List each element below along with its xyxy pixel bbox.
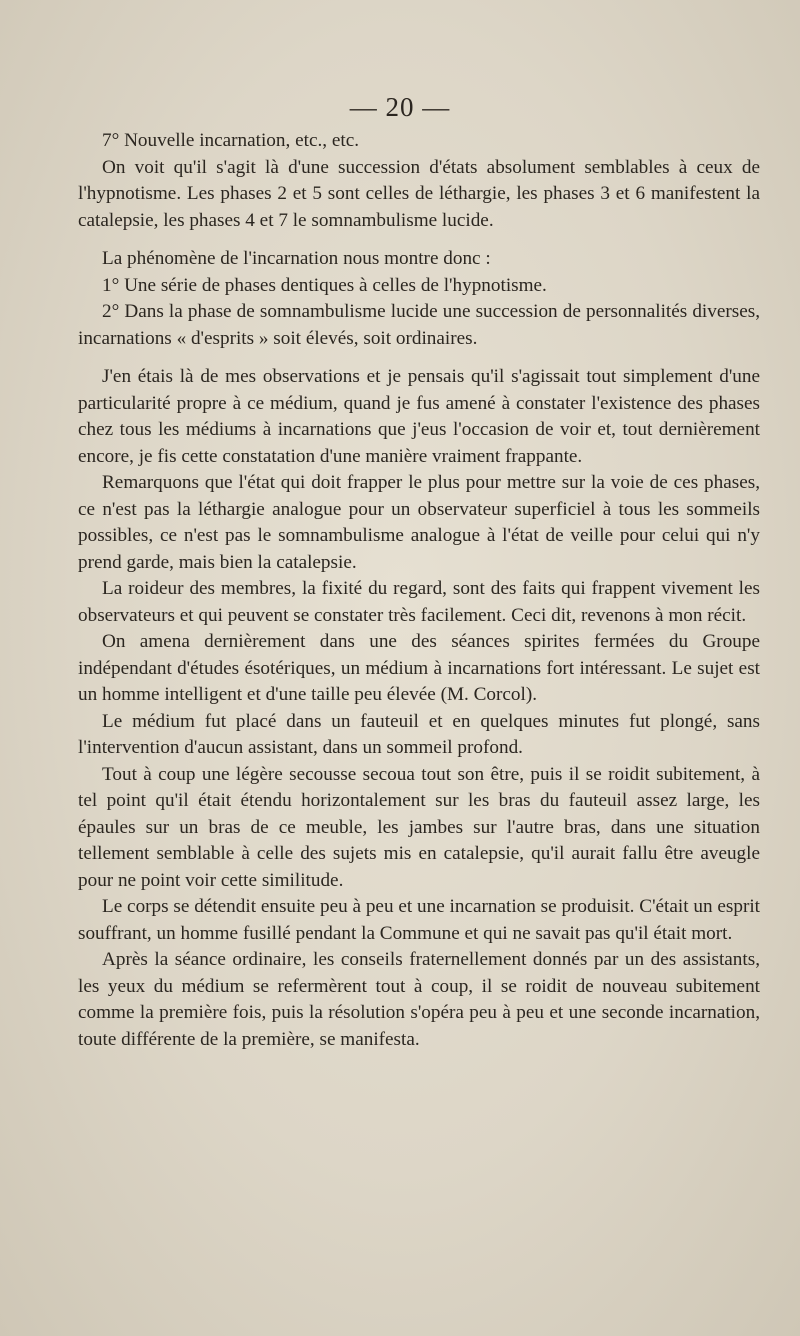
page-body <box>78 128 760 1053</box>
paragraph: On amena dernièrement dans une des séances spirites fermées du Groupe indépendant d'études ésotériques, un médium à incarnations fort intéressant. Le sujet est un homme intelligent et d'une taille peu élevée (M. Corcol). <box>78 631 760 705</box>
paragraph: Tout à coup une légère secousse secoua tout son être, puis il se roidit subitement, à tel point qu'il était étendu horizontalement sur les bras du fauteuil assez large, les épaules sur un bras de ce meuble, les jambes sur l'autre bras, dans une situation tellement semblable à celle des sujets mis en catalepsie, qu'il aurait fallu être aveugle pour ne point voir cette similitude. <box>78 763 760 891</box>
paragraph: 2° Dans la phase de somnambulisme lucide une succession de personnalités diverses, incarnations « d'esprits » soit élevés, soit ordinaires. <box>78 301 760 349</box>
paragraph: Le médium fut placé dans un fauteuil et en quelques minutes fut plongé, sans l'intervention d'aucun assistant, dans un sommeil profond. <box>78 710 760 758</box>
paragraph: La phénomène de l'incarnation nous montre donc : <box>102 248 491 269</box>
paragraph: J'en étais là de mes observations et je pensais qu'il s'agissait tout simplement d'une particularité propre à ce médium, quand je fus amené à constater l'existence des phases chez tous les médiums à incarnations que j'eus l'occasion de voir et, tout dernièrement encore, je fis cette constatation d'une manière vraiment frappante. <box>78 366 760 467</box>
paragraph: Le corps se détendit ensuite peu à peu et une incarnation se produisit. C'était un esprit souffrant, un homme fusillé pendant la Commune et qui ne savait pas qu'il était mort. <box>78 896 760 944</box>
page-number: — 20 — <box>349 92 451 122</box>
paragraph: Après la séance ordinaire, les conseils fraternellement donnés par un des assistants, les yeux du médium se refermèrent tout à coup, il se roidit de nouveau subitement comme la première fois, puis la résolution s'opéra peu à peu et une seconde incarnation, toute différente de la première, se manifesta. <box>78 949 760 1050</box>
paragraph: 7° Nouvelle incarnation, etc., etc. <box>102 130 360 151</box>
paragraph: 1° Une série de phases dentiques à celles de l'hypnotisme. <box>102 274 547 296</box>
paragraph: La roideur des membres, la fixité du regard, sont des faits qui frappent vivement les observateurs et qui peuvent se constater très facilement. Ceci dit, revenons à mon récit. <box>78 578 760 626</box>
paragraph: On voit qu'il s'agit là d'une succession d'états absolument semblables à ceux de l'hypnotisme. Les phases 2 et 5 sont celles de léthargie, les phases 3 et 6 manifestent la catalepsie, les phases 4 et 7 le somnambulisme lucide. <box>78 156 760 231</box>
paragraph: Remarquons que l'état qui doit frapper le plus pour mettre sur la voie de ces phases, ce n'est pas la léthargie analogue pour un observateur superficiel à tous les sommeils possibles, ce n'est pas le somnambulisme analogue à l'état de veille pour celui qui n'y prend garde, mais bien la catalepsie. <box>78 472 760 573</box>
